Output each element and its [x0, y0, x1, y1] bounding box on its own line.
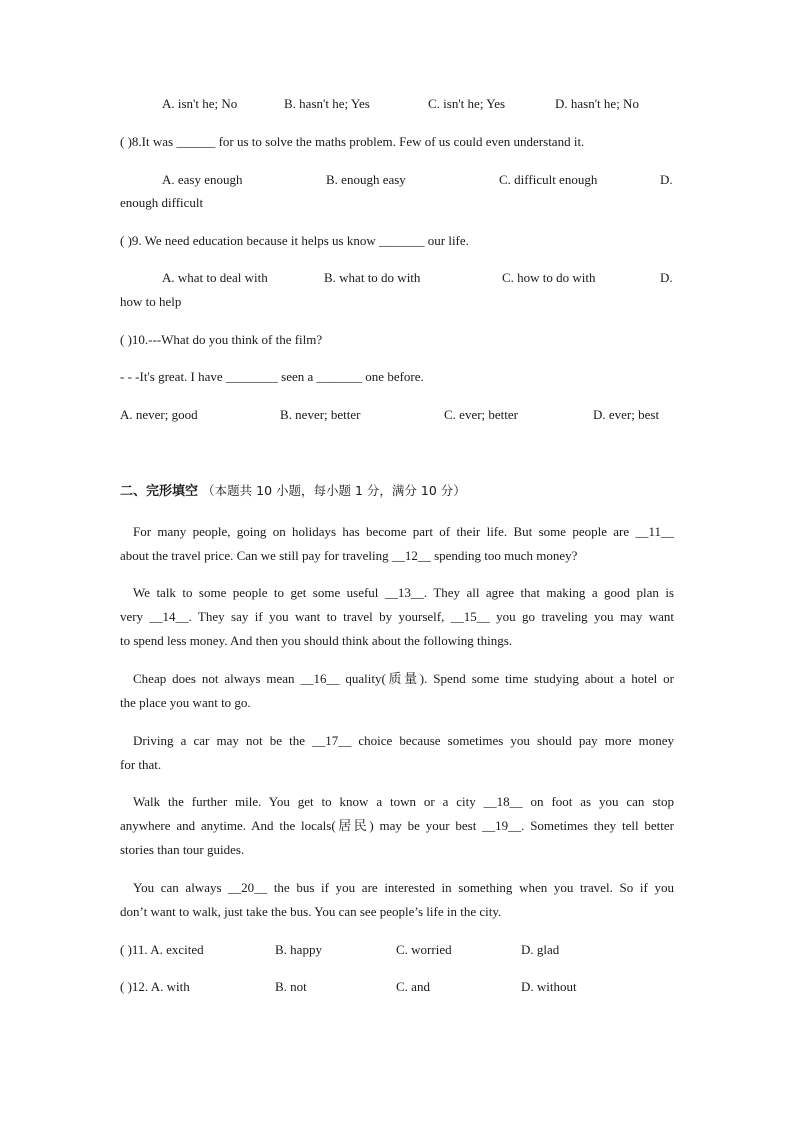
passage-line: very __14__. They say if you want to travel by yourself, __15__ you go traveling you may want	[120, 609, 674, 624]
passage-paragraph-6	[120, 876, 674, 924]
section-note: （本题共 10 小题，每小题 1 分，满分 10 分）	[202, 483, 466, 498]
passage-line: stories than tour guides.	[120, 842, 245, 857]
q9-option-d-text: how to help	[120, 294, 182, 309]
section-heading	[120, 482, 466, 501]
q9-option-b: B. what to do with	[324, 270, 421, 285]
passage-line: the place you want to go.	[120, 695, 251, 710]
passage-line: Cheap does not always mean __16__ quality(质量). Spend some time studying about a hotel or	[133, 671, 674, 686]
q7-option-d: D. hasn't he; No	[555, 96, 639, 111]
q8-stem: ( )8.It was ______ for us to solve the maths problem. Few of us could even understand it.	[120, 134, 585, 149]
q8-option-a: A. easy enough	[162, 172, 243, 187]
q11-option-b: B. happy	[275, 942, 322, 957]
passage-paragraph-5	[120, 790, 674, 862]
q8-option-d-text: enough difficult	[120, 195, 204, 210]
q11-option-c: C. worried	[396, 942, 452, 957]
q10-option-b: B. never; better	[280, 407, 361, 422]
q12-option-c: C. and	[396, 979, 430, 994]
passage-paragraph-1	[120, 520, 674, 568]
q9-option-d: D.	[660, 270, 673, 285]
q10-stem: ( )10.---What do you think of the film?	[120, 332, 323, 347]
q9-option-c: C. how to do with	[502, 270, 596, 285]
q11-option-d: D. glad	[521, 942, 560, 957]
q7-option-a: A. isn't he; No	[162, 96, 238, 111]
q12-stem: ( )12. A. with	[120, 979, 190, 994]
q7-option-c: C. isn't he; Yes	[428, 96, 506, 111]
passage-line: Walk the further mile. You get to know a town or a city __18__ on foot as you can stop	[133, 794, 674, 809]
q8-option-d: D.	[660, 172, 673, 187]
q9-stem: ( )9. We need education because it helps us know _______ our life.	[120, 233, 469, 248]
passage-line: You can always __20__ the bus if you are interested in something when you travel. So if you	[133, 880, 674, 895]
q10-option-a: A. never; good	[120, 407, 198, 422]
passage-line: for that.	[120, 757, 162, 772]
q10-reply: - - -It's great. I have ________ seen a _______ one before.	[120, 369, 424, 384]
q7-option-b: B. hasn't he; Yes	[284, 96, 370, 111]
passage-line: don’t want to walk, just take the bus. You can see people’s life in the city.	[120, 904, 502, 919]
q10-option-c: C. ever; better	[444, 407, 518, 422]
passage-line: We talk to some people to get some useful __13__. They all agree that making a good plan is	[133, 585, 674, 600]
passage-line: Driving a car may not be the __17__ choice because sometimes you should pay more money	[133, 733, 674, 748]
passage-line: about the travel price. Can we still pay for traveling __12__ spending too much money?	[120, 548, 578, 563]
q12-option-d: D. without	[521, 979, 577, 994]
q11-stem: ( )11. A. excited	[120, 942, 204, 957]
passage-paragraph-4	[120, 729, 674, 777]
passage-line: anywhere and anytime. And the locals(居民) may be your best __19__. Sometimes they tell better	[120, 818, 674, 833]
q12-option-b: B. not	[275, 979, 307, 994]
q8-option-c: C. difficult enough	[499, 172, 598, 187]
passage-line: For many people, going on holidays has become part of their life. But some people are __11__	[133, 524, 674, 539]
passage-paragraph-3	[120, 667, 674, 715]
q8-option-b: B. enough easy	[326, 172, 406, 187]
q10-option-d: D. ever; best	[593, 407, 660, 422]
section-title: 二、完形填空	[120, 484, 199, 499]
q9-option-a: A. what to deal with	[162, 270, 268, 285]
passage-paragraph-2	[120, 581, 674, 653]
passage-line: to spend less money. And then you should think about the following things.	[120, 633, 513, 648]
